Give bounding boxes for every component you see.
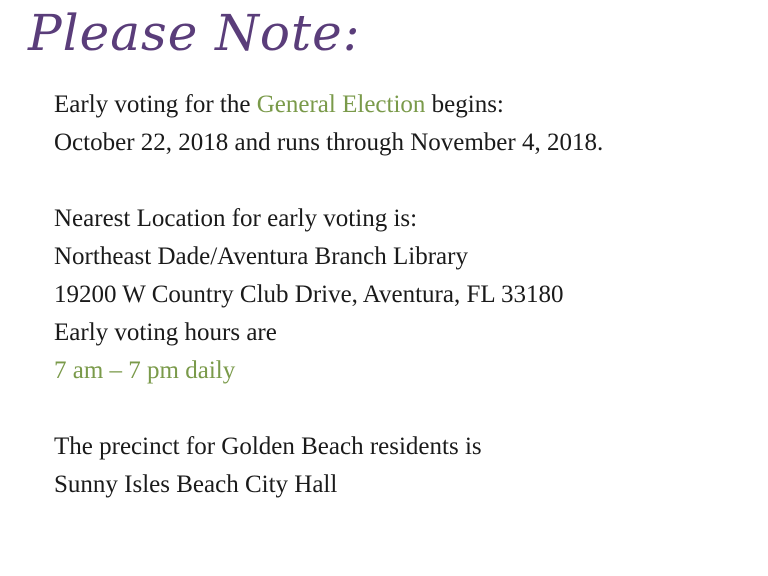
spacer xyxy=(54,162,754,200)
general-election-highlight: General Election xyxy=(256,91,426,118)
early-voting-suffix: begins: xyxy=(425,91,504,118)
early-voting-dates: October 22, 2018 and runs through November 4, 2018. xyxy=(54,129,604,156)
precinct-name: Sunny Isles Beach City Hall xyxy=(54,471,338,498)
early-voting-prefix: Early voting for the xyxy=(54,91,257,118)
location-name: Northeast Dade/Aventura Branch Library xyxy=(54,243,468,270)
notice-body xyxy=(54,86,754,504)
spacer xyxy=(54,390,754,428)
hours-value: 7 am – 7 pm daily xyxy=(54,357,236,384)
location-address: 19200 W Country Club Drive, Aventura, FL 33180 xyxy=(54,281,564,308)
hours-label: Early voting hours are xyxy=(54,319,277,346)
location-intro: Nearest Location for early voting is: xyxy=(54,205,418,232)
precinct-intro: The precinct for Golden Beach residents is xyxy=(54,433,482,460)
early-voting-line-1 xyxy=(54,86,754,124)
page-title: Please Note: xyxy=(28,4,361,62)
